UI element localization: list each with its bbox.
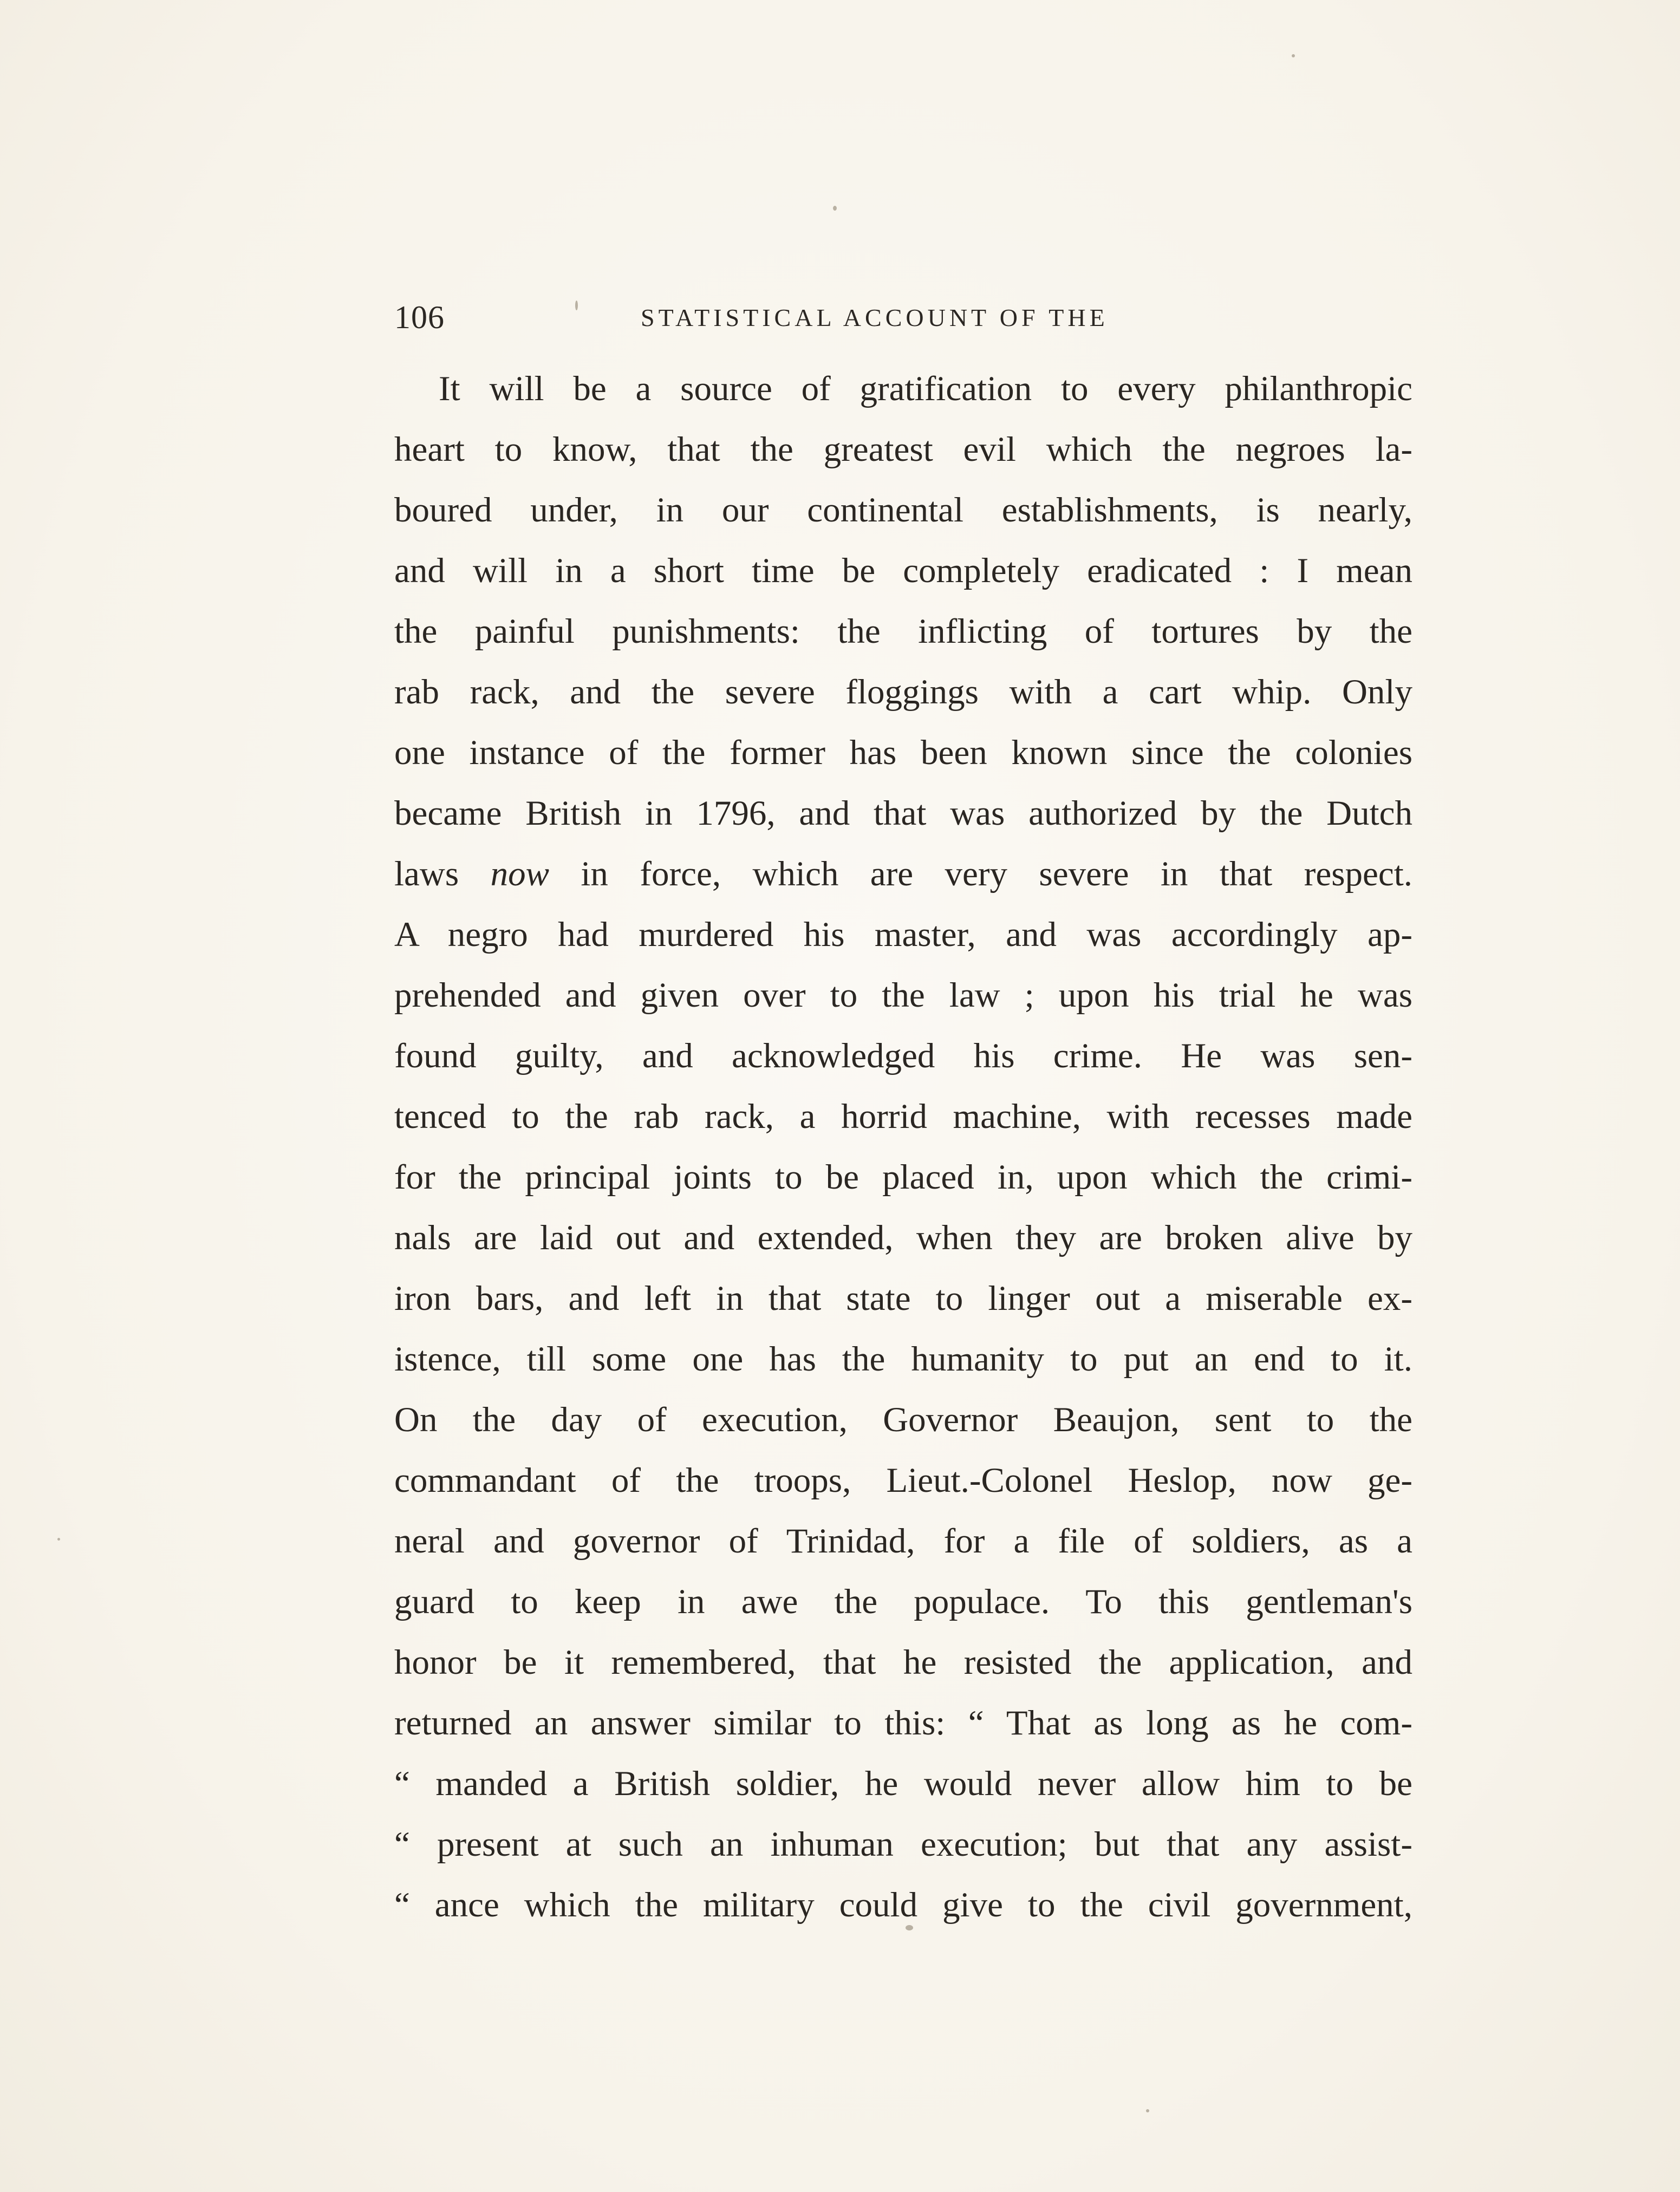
text-line: and will in a short time be completely eradicated : I mean <box>394 551 1412 590</box>
text-line: boured under, in our continental establishments, is nearly, <box>394 491 1412 530</box>
text-line: rab rack, and the severe floggings with a cart whip. Only <box>394 673 1412 712</box>
text-line: prehended and given over to the law ; upon his trial he was <box>394 976 1412 1015</box>
text-line: for the principal joints to be placed in, upon which the crimi- <box>394 1158 1412 1197</box>
text-line: one instance of the former has been known since the colonies <box>394 733 1412 772</box>
page-number: 106 <box>394 299 445 335</box>
text-line: tenced to the rab rack, a horrid machine, with recesses made <box>394 1097 1412 1136</box>
text-segment: in force, which are very severe in that respect. <box>581 854 1412 893</box>
text-line: heart to know, that the greatest evil which the negroes la- <box>394 430 1412 469</box>
paper-speck <box>57 1538 60 1541</box>
text-line: the painful punishments: the inflicting of tortures by the <box>394 612 1412 651</box>
paper-speck <box>1292 54 1295 57</box>
text-line: “ ance which the military could give to the civil government, <box>394 1886 1412 1924</box>
text-line: A negro had murdered his master, and was accordingly ap- <box>394 915 1412 954</box>
text-line: “ manded a British soldier, he would never allow him to be <box>394 1764 1412 1803</box>
page-header <box>394 299 1412 342</box>
paper-speck <box>833 206 837 211</box>
italic-word: now <box>490 854 549 893</box>
paper-speck <box>1146 2109 1149 2112</box>
body-text <box>394 358 1412 1935</box>
running-head: STATISTICAL ACCOUNT OF THE <box>641 304 1109 331</box>
text-line: On the day of execution, Governor Beaujon, sent to the <box>394 1400 1412 1439</box>
text-line: neral and governor of Trinidad, for a file of soldiers, as a <box>394 1522 1412 1561</box>
text-line: istence, till some one has the humanity to put an end to it. <box>394 1340 1412 1379</box>
text-line: returned an answer similar to this: “ That as long as he com- <box>394 1704 1412 1743</box>
text-line: honor be it remembered, that he resisted the application, and <box>394 1643 1412 1682</box>
text-line: It will be a source of gratification to every philanthropic <box>439 369 1412 408</box>
text-line: “ present at such an inhuman execution; but that any assist- <box>394 1825 1412 1864</box>
text-line: commandant of the troops, Lieut.-Colonel Heslop, now ge- <box>394 1461 1412 1500</box>
text-segment: laws <box>394 854 459 893</box>
text-line: became British in 1796, and that was authorized by the Dutch <box>394 794 1412 833</box>
text-line: guard to keep in awe the populace. To this gentleman's <box>394 1582 1412 1621</box>
text-line: iron bars, and left in that state to linger out a miserable ex- <box>394 1279 1412 1318</box>
text-line: nals are laid out and extended, when they are broken alive by <box>394 1218 1412 1257</box>
text-line: found guilty, and acknowledged his crime. He was sen- <box>394 1036 1412 1075</box>
text-line-with-italic <box>394 844 1412 904</box>
